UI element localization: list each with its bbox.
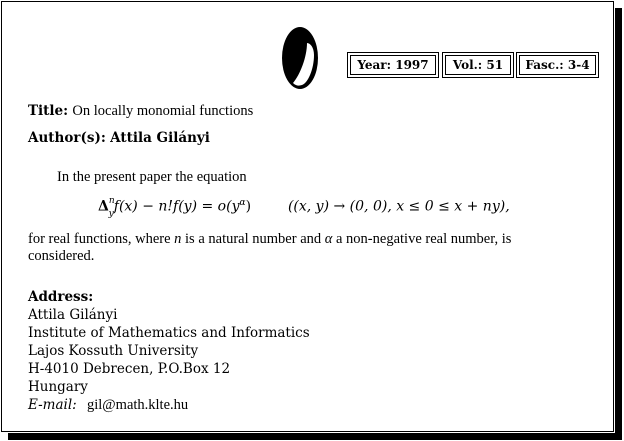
email-row [28,396,188,414]
abstract-body-line2: considered. [28,248,95,264]
abstract-page [1,1,614,432]
email-link[interactable]: gil@math.klte.hu [87,397,189,413]
fascicle-label: Fasc.: 3-4 [525,58,590,72]
page-shadow-bottom [8,433,622,440]
address-university: Lajos Kossuth University [28,343,199,359]
address-label: Address: [28,289,94,305]
author-value: Attila Gilányi [110,130,210,146]
abstract-var-alpha: α [324,231,333,247]
abstract-intro: In the present paper the equation [57,169,247,185]
address-street: H-4010 Debrecen, P.O.Box 12 [28,361,231,377]
volume-label: Vol.: 51 [452,58,504,72]
year-label: Year: 1997 [357,58,429,72]
main-equation: $\Delta^n_yf(x) - n!f(y) = o(y^\alpha)$ ((x, y) → (0, 0), x ≤ 0 ≤ x + ny), [98,196,510,220]
volume-badge [445,55,511,75]
journal-logo-icon [280,25,320,91]
fascicle-badge [519,55,596,75]
author-label: Author(s): [28,130,106,146]
equation-rhs: ) [245,198,252,215]
author-row [28,129,210,147]
address-institute: Institute of Mathematics and Informatics [28,325,310,341]
abstract-body-part1: for real functions, where [28,231,175,247]
title-value: On locally monomial functions [72,103,254,119]
address-name: Attila Gilányi [28,307,118,323]
page-shadow-right [615,8,622,434]
abstract-var-n: n [174,231,182,247]
equation-lhs: f(x) − n!f(y) = o(y [113,198,240,215]
abstract-body-part3: a non-negative real number, is [332,231,512,247]
address-country: Hungary [28,379,88,395]
email-label: E-mail: [28,397,77,413]
abstract-body-part2: is a natural number and [181,231,325,247]
abstract-body-line1 [28,230,511,248]
year-badge [350,55,436,75]
equation-condition: ((x, y) → (0, 0), x ≤ 0 ≤ x + ny), [287,198,510,215]
title-label: Title: [28,103,69,119]
title-row [28,102,253,120]
